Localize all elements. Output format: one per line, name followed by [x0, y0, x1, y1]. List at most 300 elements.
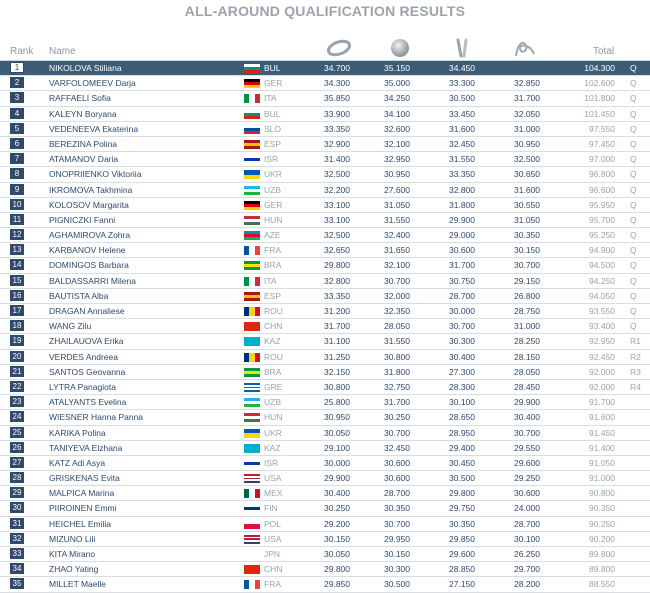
table-row[interactable]	[0, 441, 650, 456]
flag-icon	[244, 231, 260, 240]
score-clubs: 30.000	[449, 306, 475, 316]
flag-icon	[244, 140, 260, 149]
score-ribbon: 30.350	[514, 230, 540, 241]
qualification-status: R2	[630, 351, 641, 362]
qualification-status: R4	[630, 381, 641, 392]
score-hoop: 32.200	[324, 184, 350, 195]
total-score: 90.200	[589, 533, 615, 544]
table-row[interactable]	[0, 152, 650, 167]
score-ball: 31.650	[384, 245, 410, 256]
table-row[interactable]	[0, 107, 650, 122]
rank-cell: 15	[10, 275, 24, 286]
table-row[interactable]	[0, 319, 650, 334]
score-ball: 30.600	[384, 473, 410, 484]
rank-cell: 1	[10, 62, 24, 73]
nation-code: HUN	[264, 412, 283, 423]
total-score: 94.900	[589, 245, 615, 256]
athlete-name: KARBANOV Helene	[49, 245, 126, 256]
score-ribbon: 29.550	[514, 442, 540, 453]
nation-code: ESP	[264, 290, 282, 301]
athlete-name: VEDENEEVA Ekaterina	[49, 123, 139, 134]
total-score: 89.800	[589, 549, 615, 559]
flag-icon	[244, 155, 260, 164]
rank-cell: 8	[10, 168, 24, 179]
flag-icon	[244, 368, 260, 377]
total-score: 91.050	[589, 457, 615, 468]
nation-code: BUL	[264, 108, 281, 119]
nation-code: BUL	[264, 63, 281, 73]
qualification-status: Q	[630, 138, 637, 149]
flag-icon	[244, 520, 260, 529]
score-clubs: 28.850	[449, 564, 475, 575]
rank-cell: 10	[10, 199, 24, 210]
nation-code: KAZ	[264, 336, 281, 347]
score-clubs: 31.700	[449, 260, 475, 271]
athlete-name: NIKOLOVA Stiliana	[49, 63, 122, 73]
athlete-name: ATALYANTS Evelina	[49, 397, 127, 408]
score-hoop: 31.100	[324, 336, 350, 347]
score-clubs: 30.100	[449, 397, 475, 408]
table-row[interactable]	[0, 532, 650, 547]
table-row[interactable]	[0, 395, 650, 410]
score-ribbon: 31.050	[514, 214, 540, 225]
total-score: 90.350	[589, 503, 615, 514]
score-ribbon: 28.250	[514, 336, 540, 347]
flag-icon	[244, 322, 260, 331]
rank-cell: 20	[10, 351, 24, 362]
score-ribbon: 29.600	[514, 457, 540, 468]
nation-code: USA	[264, 533, 282, 544]
score-clubs: 30.350	[449, 518, 475, 529]
score-clubs: 28.950	[449, 427, 475, 438]
athlete-name: RAFFAELI Sofia	[49, 93, 111, 104]
score-clubs: 29.900	[449, 214, 475, 225]
rank-cell: 29	[10, 487, 24, 498]
rank-cell: 6	[10, 138, 24, 149]
score-hoop: 33.100	[324, 199, 350, 210]
athlete-name: TANIYEVA Elzhana	[49, 442, 123, 453]
score-hoop: 33.350	[324, 290, 350, 301]
athlete-name: ZHAILAUOVA Erika	[49, 336, 124, 347]
nation-code: POL	[264, 518, 282, 529]
score-ribbon: 28.750	[514, 306, 540, 316]
total-score: 90.250	[589, 518, 615, 529]
total-score: 96.600	[589, 184, 615, 195]
score-ball: 30.700	[384, 518, 410, 529]
score-ball: 30.150	[384, 549, 410, 559]
athlete-name: VARFOLOMEEV Darja	[49, 78, 136, 89]
rank-cell: 24	[10, 411, 24, 422]
total-score: 88.550	[589, 579, 615, 590]
flag-icon	[244, 170, 260, 179]
score-clubs: 31.600	[449, 123, 475, 134]
rank-cell: 31	[10, 518, 24, 529]
score-ball: 34.250	[384, 93, 410, 104]
rank-cell: 30	[10, 502, 24, 513]
score-ribbon: 30.150	[514, 245, 540, 256]
table-row[interactable]	[0, 486, 650, 501]
flag-icon	[244, 246, 260, 255]
flag-icon	[244, 79, 260, 88]
score-ribbon: 31.700	[514, 93, 540, 104]
athlete-name: BAUTISTA Alba	[49, 290, 109, 301]
score-ball: 32.000	[384, 290, 410, 301]
table-row[interactable]	[0, 410, 650, 425]
athlete-name: WIESNER Hanna Panna	[49, 412, 144, 423]
score-ribbon: 28.700	[514, 518, 540, 529]
ribbon-icon	[508, 38, 542, 60]
total-score: 92.950	[589, 336, 615, 347]
table-row[interactable]	[0, 577, 650, 592]
athlete-name: VERDES Andreea	[49, 351, 118, 362]
score-hoop: 31.200	[324, 306, 350, 316]
table-row[interactable]	[0, 61, 650, 76]
athlete-name: AGHAMIROVA Zohra	[49, 230, 131, 241]
table-row[interactable]	[0, 198, 650, 213]
score-hoop: 32.500	[324, 230, 350, 241]
score-clubs: 29.750	[449, 503, 475, 514]
score-clubs: 33.350	[449, 169, 475, 180]
score-clubs: 29.800	[449, 488, 475, 499]
score-ribbon: 30.100	[514, 533, 540, 544]
total-score: 92.000	[589, 366, 615, 377]
score-ball: 31.800	[384, 366, 410, 377]
nation-code: FRA	[264, 579, 281, 590]
total-score: 94.500	[589, 260, 615, 271]
total-score: 91.000	[589, 473, 615, 484]
qualification-status: Q	[630, 123, 637, 134]
table-row[interactable]	[0, 243, 650, 258]
athlete-name: KARIKA Polina	[49, 427, 106, 438]
qualification-status: Q	[630, 230, 637, 241]
nation-code: AZE	[264, 230, 281, 241]
table-row[interactable]	[0, 304, 650, 319]
athlete-name: KITA Mirano	[49, 549, 96, 559]
rank-cell: 25	[10, 427, 24, 438]
ball-icon	[383, 38, 417, 60]
rank-cell: 19	[10, 335, 24, 346]
score-clubs: 30.500	[449, 93, 475, 104]
score-ball: 31.550	[384, 214, 410, 225]
score-ball: 32.400	[384, 230, 410, 241]
table-row[interactable]	[0, 289, 650, 304]
table-row[interactable]	[0, 380, 650, 395]
flag-icon	[244, 565, 260, 574]
qualification-status: R3	[630, 366, 641, 377]
score-clubs: 30.700	[449, 321, 475, 332]
total-score: 93.400	[589, 321, 615, 332]
table-row[interactable]	[0, 183, 650, 198]
flag-icon	[244, 398, 260, 407]
page-title: ALL-AROUND QUALIFICATION RESULTS	[184, 3, 466, 19]
table-row[interactable]	[0, 167, 650, 182]
hoop-icon	[322, 38, 356, 60]
score-clubs: 27.300	[449, 366, 475, 377]
rank-cell: 22	[10, 381, 24, 392]
score-ribbon: 32.850	[514, 78, 540, 89]
total-score: 102.600	[584, 78, 615, 89]
score-clubs: 30.500	[449, 473, 475, 484]
score-clubs: 30.300	[449, 336, 475, 347]
total-score: 95.700	[589, 214, 615, 225]
score-clubs: 28.650	[449, 412, 475, 423]
score-hoop: 30.400	[324, 488, 350, 499]
table-row[interactable]	[0, 274, 650, 289]
table-row[interactable]	[0, 562, 650, 577]
score-ball: 30.800	[384, 351, 410, 362]
score-ball: 30.300	[384, 564, 410, 575]
score-ribbon: 32.500	[514, 154, 540, 165]
rank-cell: 35	[10, 578, 24, 589]
score-ribbon: 30.400	[514, 412, 540, 423]
rank-cell: 4	[10, 108, 24, 119]
nation-code: GER	[264, 78, 283, 89]
rank-cell: 17	[10, 305, 24, 316]
table-row[interactable]	[0, 365, 650, 380]
score-ball: 32.450	[384, 442, 410, 453]
rank-cell: 11	[10, 214, 24, 225]
score-hoop: 29.850	[324, 579, 350, 590]
flag-icon	[244, 413, 260, 422]
flag-icon	[244, 504, 260, 513]
score-clubs: 30.600	[449, 245, 475, 256]
qualification-status: Q	[630, 275, 637, 286]
score-hoop: 31.250	[324, 351, 350, 362]
nation-code: BRA	[264, 366, 282, 377]
total-score: 104.300	[584, 63, 615, 73]
flag-icon	[244, 307, 260, 316]
score-hoop: 33.100	[324, 214, 350, 225]
score-ball: 30.700	[384, 275, 410, 286]
athlete-name: ATAMANOV Daria	[49, 154, 119, 165]
qualification-status: Q	[630, 306, 637, 316]
score-clubs: 29.400	[449, 442, 475, 453]
nation-code: FIN	[264, 503, 278, 514]
score-hoop: 25.800	[324, 397, 350, 408]
score-hoop: 29.100	[324, 442, 350, 453]
total-score: 95.950	[589, 199, 615, 210]
table-row[interactable]	[0, 456, 650, 471]
score-ball: 30.950	[384, 169, 410, 180]
score-hoop: 33.350	[324, 123, 350, 134]
total-score: 97.450	[589, 138, 615, 149]
score-ribbon: 31.000	[514, 321, 540, 332]
score-ribbon: 28.450	[514, 381, 540, 392]
score-clubs: 31.800	[449, 199, 475, 210]
total-score: 94.050	[589, 290, 615, 301]
score-ball: 28.050	[384, 321, 410, 332]
clubs-icon	[446, 38, 480, 60]
flag-icon	[244, 94, 260, 103]
nation-code: ITA	[264, 275, 277, 286]
score-ribbon: 32.050	[514, 108, 540, 119]
score-hoop: 30.150	[324, 533, 350, 544]
flag-icon	[244, 353, 260, 362]
table-row[interactable]	[0, 91, 650, 106]
score-ribbon: 30.550	[514, 199, 540, 210]
rank-cell: 3	[10, 92, 24, 103]
rank-cell: 32	[10, 533, 24, 544]
nation-code: UKR	[264, 427, 282, 438]
score-hoop: 33.900	[324, 108, 350, 119]
nation-code: ROU	[264, 306, 283, 316]
athlete-name: LYTRA Panagiota	[49, 381, 116, 392]
total-score: 92.450	[589, 351, 615, 362]
table-row[interactable]	[0, 517, 650, 532]
score-hoop: 30.050	[324, 549, 350, 559]
table-row[interactable]	[0, 122, 650, 137]
qualification-status: Q	[630, 199, 637, 210]
table-row[interactable]	[0, 547, 650, 562]
score-hoop: 34.300	[324, 78, 350, 89]
score-clubs: 29.600	[449, 549, 475, 559]
nation-code: ROU	[264, 351, 283, 362]
athlete-name: MIZUNO Lili	[49, 533, 96, 544]
rank-cell: 27	[10, 457, 24, 468]
score-hoop: 30.800	[324, 381, 350, 392]
score-ribbon: 28.150	[514, 351, 540, 362]
table-row[interactable]	[0, 350, 650, 365]
total-column-header: Total	[593, 46, 615, 57]
score-ball: 30.500	[384, 579, 410, 590]
rank-cell: 28	[10, 472, 24, 483]
score-hoop: 32.650	[324, 245, 350, 256]
score-hoop: 30.050	[324, 427, 350, 438]
score-ribbon: 26.800	[514, 290, 540, 301]
qualification-status: Q	[630, 245, 637, 256]
score-ribbon: 30.600	[514, 488, 540, 499]
score-clubs: 32.450	[449, 138, 475, 149]
score-clubs: 32.800	[449, 184, 475, 195]
flag-icon	[244, 535, 260, 544]
nation-code: BRA	[264, 260, 282, 271]
qualification-status: Q	[630, 169, 637, 180]
total-score: 96.800	[589, 169, 615, 180]
qualification-status: Q	[630, 154, 637, 165]
score-ribbon: 29.150	[514, 275, 540, 286]
nation-code: FRA	[264, 245, 281, 256]
table-row[interactable]	[0, 426, 650, 441]
total-score: 91.600	[589, 412, 615, 423]
rank-column-header: Rank	[10, 46, 34, 57]
table-row[interactable]	[0, 213, 650, 228]
score-hoop: 29.800	[324, 564, 350, 575]
score-ribbon: 29.250	[514, 473, 540, 484]
qualification-status: Q	[630, 214, 637, 225]
athlete-name: KALEYN Boryana	[49, 108, 117, 119]
score-ball: 32.100	[384, 260, 410, 271]
nation-code: UKR	[264, 169, 282, 180]
score-ball: 30.600	[384, 457, 410, 468]
total-score: 97.550	[589, 123, 615, 134]
rank-cell: 13	[10, 244, 24, 255]
score-hoop: 30.250	[324, 503, 350, 514]
total-score: 92.000	[589, 381, 615, 392]
rank-cell: 26	[10, 442, 24, 453]
total-score: 91.400	[589, 442, 615, 453]
table-row[interactable]	[0, 76, 650, 91]
qualification-status: Q	[630, 290, 637, 301]
table-row[interactable]	[0, 471, 650, 486]
total-score: 101.450	[584, 108, 615, 119]
score-hoop: 29.800	[324, 260, 350, 271]
flag-icon	[244, 474, 260, 483]
table-row[interactable]	[0, 501, 650, 516]
score-ball: 32.750	[384, 381, 410, 392]
athlete-name: KATZ Adi Asya	[49, 457, 106, 468]
total-score: 94.250	[589, 275, 615, 286]
flag-icon	[244, 580, 260, 589]
nation-code: ESP	[264, 138, 282, 149]
score-ball: 35.000	[384, 78, 410, 89]
table-row[interactable]	[0, 258, 650, 273]
score-ball: 31.050	[384, 199, 410, 210]
name-column-header: Name	[49, 46, 76, 57]
score-ball: 32.350	[384, 306, 410, 316]
total-score: 101.800	[584, 93, 615, 104]
rank-cell: 23	[10, 396, 24, 407]
nation-code: CHN	[264, 564, 283, 575]
athlete-name: DRAGAN Annaliese	[49, 306, 125, 316]
athlete-name: PIGNICZKI Fanni	[49, 214, 116, 225]
qualification-status: Q	[630, 63, 637, 73]
flag-icon	[244, 383, 260, 392]
athlete-name: BEREZINA Polina	[49, 138, 118, 149]
score-clubs: 28.700	[449, 290, 475, 301]
score-hoop: 29.900	[324, 473, 350, 484]
nation-code: CHN	[264, 321, 283, 332]
flag-icon	[244, 337, 260, 346]
score-clubs: 28.300	[449, 381, 475, 392]
score-ball: 28.700	[384, 488, 410, 499]
athlete-name: SANTOS Geovanna	[49, 366, 126, 377]
rank-cell: 5	[10, 123, 24, 134]
score-ribbon: 28.050	[514, 366, 540, 377]
rank-cell: 34	[10, 563, 24, 574]
score-ball: 31.550	[384, 336, 410, 347]
nation-code: USA	[264, 473, 282, 484]
table-row[interactable]	[0, 228, 650, 243]
flag-icon	[244, 429, 260, 438]
table-row[interactable]	[0, 334, 650, 349]
score-ball: 27.600	[384, 184, 410, 195]
score-ribbon: 29.700	[514, 564, 540, 575]
score-ribbon: 30.700	[514, 260, 540, 271]
score-clubs: 30.750	[449, 275, 475, 286]
nation-code: UZB	[264, 184, 281, 195]
qualification-status: R1	[630, 336, 641, 347]
athlete-name: PIIROINEN Emmi	[49, 503, 117, 514]
total-score: 89.800	[589, 564, 615, 575]
total-score: 90.800	[589, 488, 615, 499]
athlete-name: MILLET Maelle	[49, 579, 107, 590]
total-score: 91.450	[589, 427, 615, 438]
score-hoop: 35.850	[324, 93, 350, 104]
qualification-status: Q	[630, 93, 637, 104]
score-clubs: 34.450	[449, 63, 475, 73]
rank-cell: 7	[10, 153, 24, 164]
athlete-name: WANG Zilu	[49, 321, 92, 332]
score-ball: 29.950	[384, 533, 410, 544]
rank-cell: 33	[10, 548, 24, 559]
table-row[interactable]	[0, 137, 650, 152]
flag-icon	[244, 489, 260, 498]
score-ribbon: 28.200	[514, 579, 540, 590]
score-ribbon: 31.000	[514, 123, 540, 134]
flag-icon	[244, 277, 260, 286]
athlete-name: GRISKENAS Evita	[49, 473, 120, 484]
score-ribbon: 29.900	[514, 397, 540, 408]
